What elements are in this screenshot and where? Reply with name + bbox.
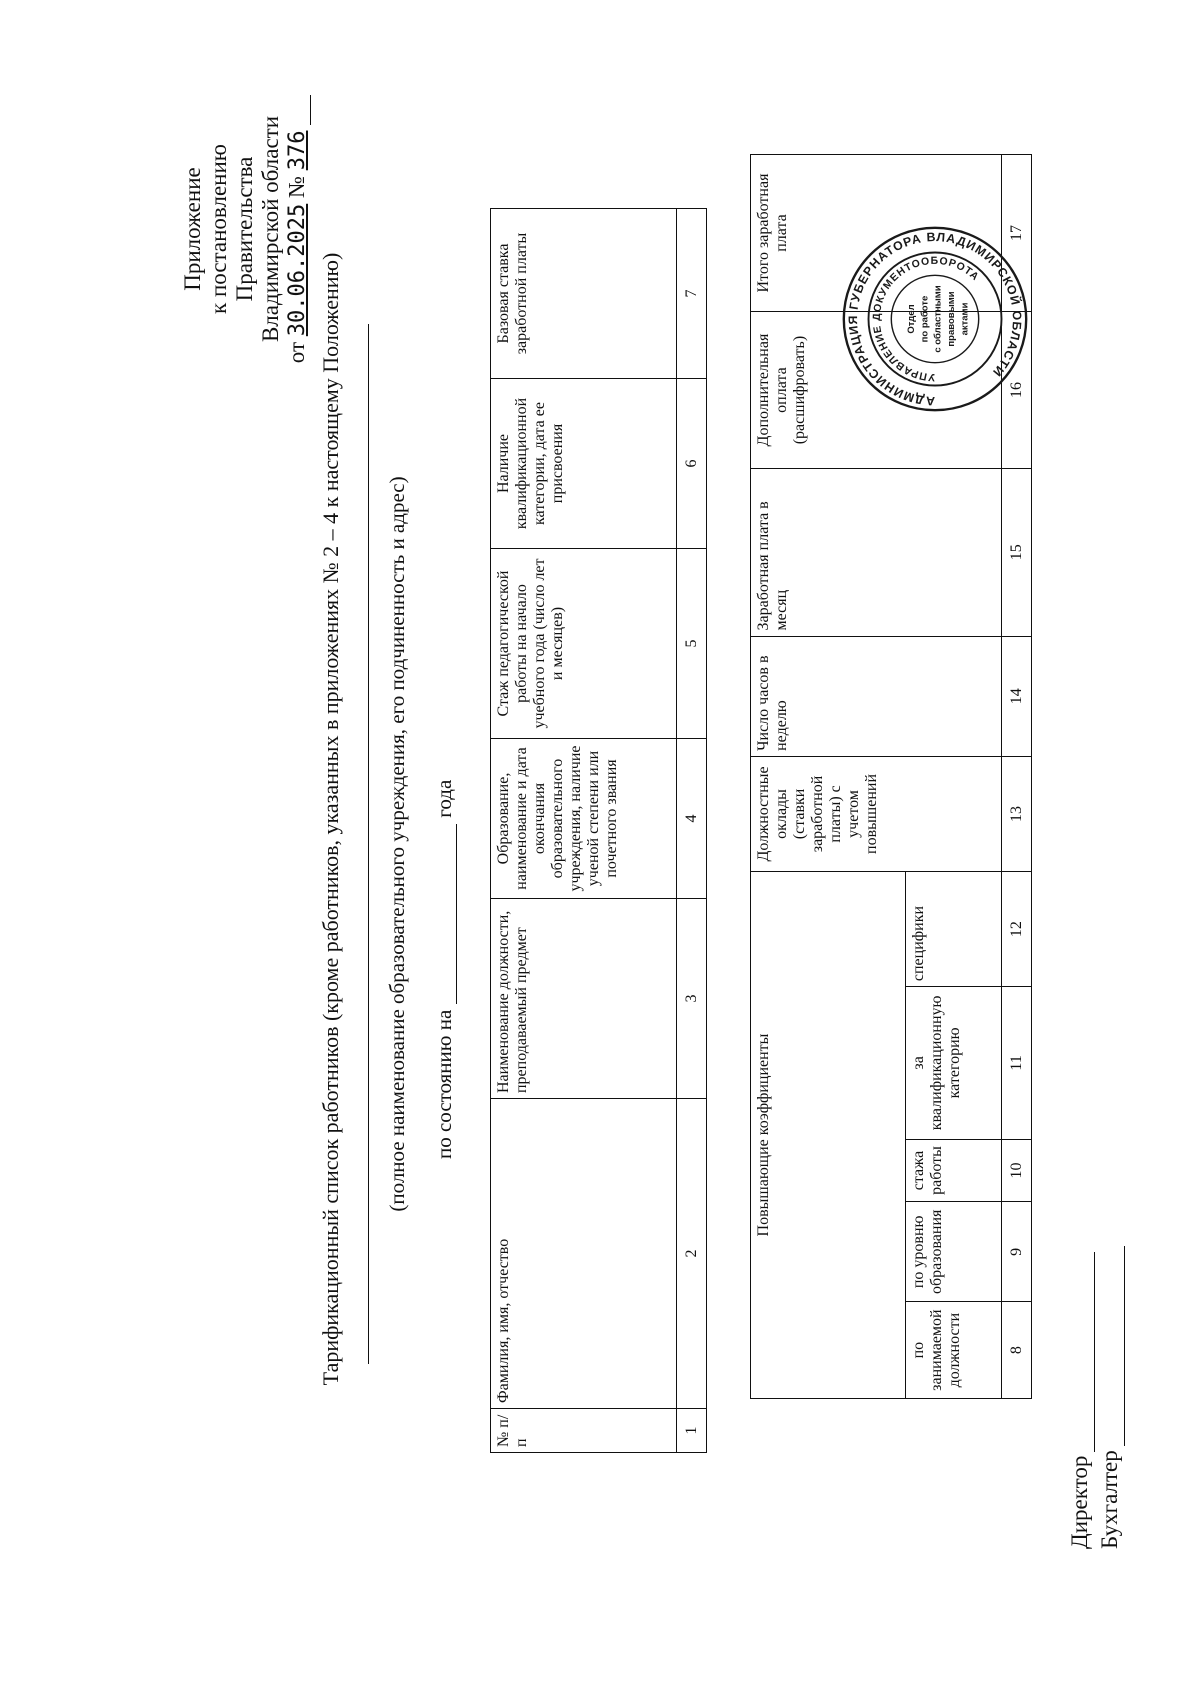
col-number: 7 bbox=[677, 209, 707, 379]
subheader-education-level: по уровню образования bbox=[906, 1202, 1002, 1302]
stamp-center-line: правовыми bbox=[946, 291, 957, 347]
document-title: Тарификационный список работников (кроме работников, указанных в приложениях № 2 – 4 к настоящему Положению) bbox=[318, 252, 343, 1386]
appendix-line-resolution: к постановлению Правительства bbox=[206, 144, 257, 314]
appendix-line-region: Владимирской области bbox=[258, 115, 283, 343]
appendix-header bbox=[180, 79, 311, 379]
header-teaching-experience: Стаж педагогической работы на начало учебного года (число лет и месяцев) bbox=[491, 549, 677, 739]
header-additional-pay: Дополнительная оплата (расшифровать) bbox=[751, 312, 1002, 469]
header-salary-with-increases: Должностные оклады (ставки заработной платы) с учетом повышений bbox=[751, 756, 1002, 871]
stamp-center-line: актами bbox=[959, 302, 971, 336]
col-number: 16 bbox=[1002, 312, 1032, 469]
header-hours-per-week: Число часов в неделю bbox=[751, 636, 1002, 756]
header-increasing-coefficients: Повышающие коэффициенты bbox=[751, 872, 906, 1399]
appendix-title: Приложение bbox=[180, 167, 205, 291]
tariff-table-part-1 bbox=[490, 208, 707, 1453]
as-of-blank bbox=[438, 824, 457, 1004]
stamp-center-line: с областными bbox=[932, 285, 944, 353]
subheader-specifics: специфики bbox=[906, 872, 1002, 987]
subheader-qualification: за квалификационную категорию bbox=[906, 987, 1002, 1139]
header-base-rate: Базовая ставка заработной платы bbox=[491, 209, 677, 379]
col-number: 15 bbox=[1002, 469, 1032, 636]
institution-blank-line bbox=[368, 324, 369, 1364]
stamp-center-line: Отдел bbox=[906, 304, 918, 334]
col-number: 13 bbox=[1002, 756, 1032, 871]
header-row-number: № п/п bbox=[491, 1409, 677, 1453]
director-signature bbox=[1065, 1246, 1095, 1549]
stamp-ring-text: УПРАВЛЕНИЕ ДОКУМЕНТООБОРОТА bbox=[871, 255, 981, 383]
col-number: 5 bbox=[677, 549, 707, 739]
col-number: 10 bbox=[1002, 1139, 1032, 1202]
col-number: 3 bbox=[677, 899, 707, 1099]
number-underline bbox=[290, 95, 311, 125]
col-number: 11 bbox=[1002, 987, 1032, 1139]
appendix-date-line bbox=[284, 79, 311, 379]
as-of-prefix: по состоянию на bbox=[432, 1009, 456, 1159]
resolution-number: 376 bbox=[285, 130, 310, 171]
stamp-center-line: по работе bbox=[919, 295, 931, 343]
header-full-name: Фамилия, имя, отчество bbox=[491, 1099, 677, 1409]
table1-header-row bbox=[491, 209, 677, 1453]
accountant-signature-line bbox=[1106, 1246, 1125, 1446]
table1-number-row bbox=[677, 209, 707, 1453]
header-position: Наименование должности, преподаваемый предмет bbox=[491, 899, 677, 1099]
col-number: 4 bbox=[677, 739, 707, 899]
director-label: Директор bbox=[1067, 1455, 1092, 1549]
accountant-signature bbox=[1095, 1246, 1125, 1549]
director-signature-line bbox=[1076, 1252, 1095, 1452]
col-number: 14 bbox=[1002, 636, 1032, 756]
header-education: Образование, наименование и дата окончания образовательного учреждения, наличие ученой степени или почетного звания bbox=[491, 739, 677, 899]
col-number: 9 bbox=[1002, 1202, 1032, 1302]
accountant-label: Бухгалтер bbox=[1097, 1450, 1122, 1549]
col-number: 1 bbox=[677, 1409, 707, 1453]
as-of-suffix: года bbox=[432, 779, 456, 818]
col-number: 12 bbox=[1002, 872, 1032, 987]
header-qualification-category: Наличие квалификационной категории, дата ее присвоения bbox=[491, 379, 677, 549]
header-total-salary: Итого заработная плата bbox=[751, 155, 1002, 312]
col-number: 6 bbox=[677, 379, 707, 549]
subheader-experience: стажа работы bbox=[906, 1139, 1002, 1202]
institution-caption: (полное наименование образовательного учреждения, его подчиненность и адрес) bbox=[385, 476, 409, 1212]
date-prefix: от bbox=[284, 341, 309, 364]
col-number: 8 bbox=[1002, 1302, 1032, 1399]
official-stamp bbox=[840, 224, 1030, 414]
col-number: 17 bbox=[1002, 155, 1032, 312]
as-of-date bbox=[432, 519, 457, 1159]
number-prefix: № bbox=[284, 176, 309, 198]
signature-block bbox=[1065, 1246, 1125, 1549]
resolution-date: 30.06.2025 bbox=[285, 203, 310, 337]
subheader-position: по занимаемой должности bbox=[906, 1302, 1002, 1399]
col-number: 2 bbox=[677, 1099, 707, 1409]
header-monthly-salary: Заработная плата в месяц bbox=[751, 469, 1002, 636]
stamp-outer-text: АДМИНИСТРАЦИЯ ГУБЕРНАТОРА ВЛАДИМИРСКОЙ ОБЛАСТИ bbox=[846, 229, 1025, 409]
